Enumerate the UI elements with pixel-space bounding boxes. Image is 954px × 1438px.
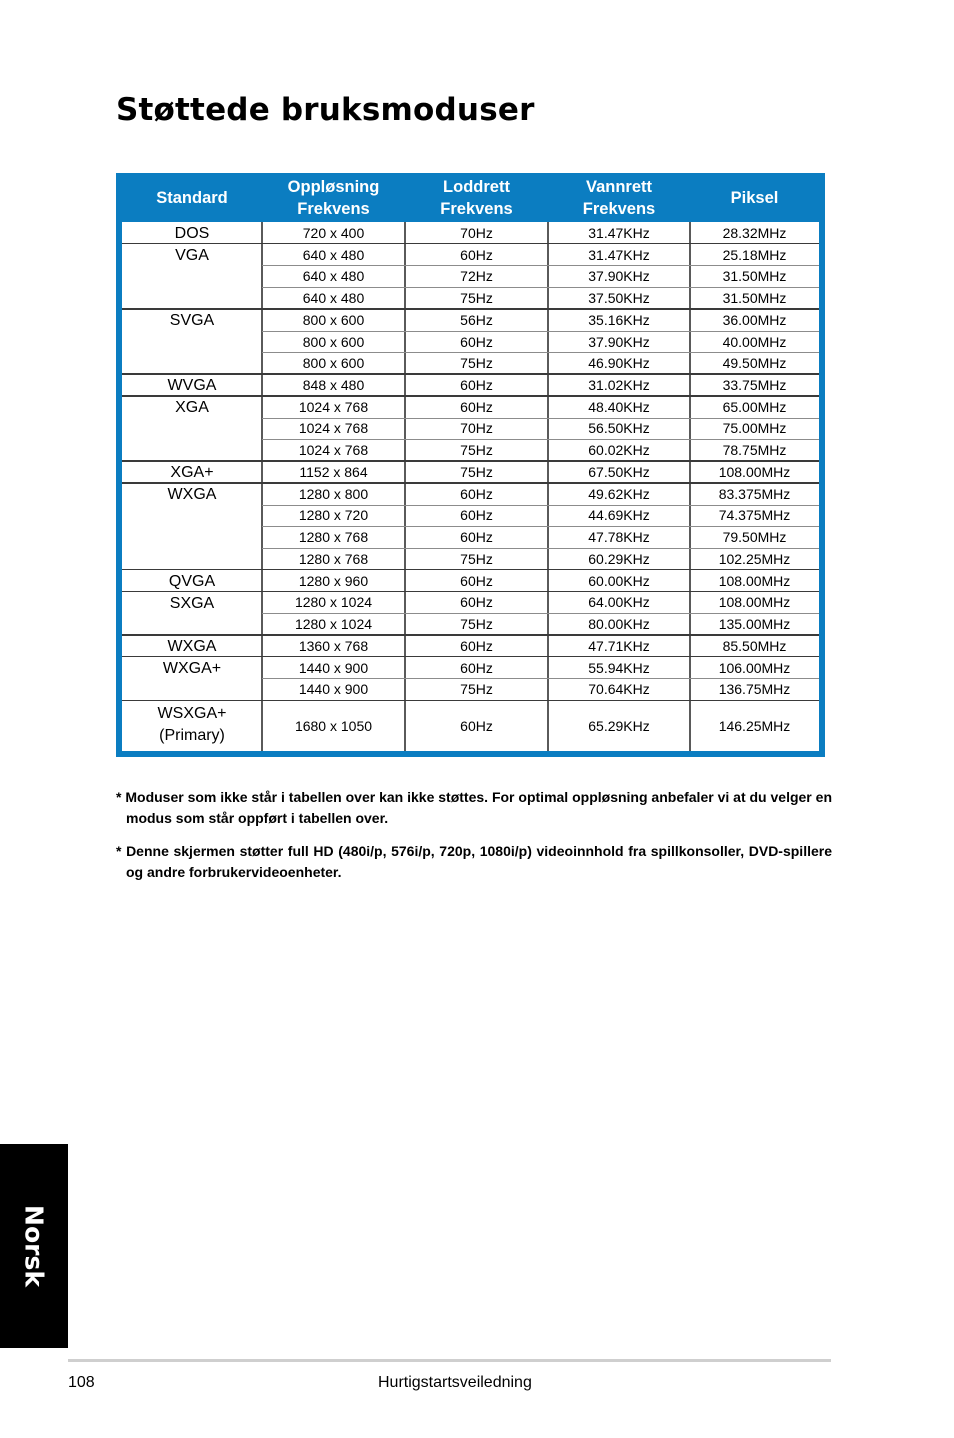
row-divider (262, 505, 819, 506)
group-divider (122, 700, 819, 701)
group-divider (122, 373, 819, 374)
table-cell: 36.00MHz (722, 311, 787, 328)
table-cell: 640 x 480 (302, 290, 365, 307)
table-cell: 1024 x 768 (298, 398, 369, 415)
table-cell: 60Hz (460, 507, 493, 524)
standard-label: WVGA (167, 377, 217, 395)
table-cell: 800 x 600 (302, 333, 365, 350)
table-cell: 75Hz (460, 463, 493, 480)
column-header (122, 173, 262, 223)
table-cell: 25.18MHz (722, 246, 787, 263)
table-cell: 65.29KHz (588, 717, 650, 734)
standard-label: XGA (175, 398, 209, 416)
table-cell: 33.75MHz (722, 377, 787, 394)
table-cell: 70.64KHz (588, 681, 650, 698)
column-header-line: Vannrett (585, 178, 653, 196)
table-cell: 135.00MHz (718, 616, 791, 633)
column-header-line: Loddrett (443, 178, 510, 196)
table-cell: 108.00MHz (718, 463, 791, 480)
column-header (405, 173, 548, 223)
table-cell: 1280 x 768 (298, 529, 369, 546)
table-cell: 31.47KHz (588, 246, 650, 263)
table-cell: 1280 x 800 (298, 485, 369, 502)
table-cell: 1360 x 768 (298, 637, 369, 654)
standard-label: WXGA (167, 638, 217, 655)
group-divider (122, 656, 819, 657)
standard-label: WXGA (167, 485, 217, 503)
table-cell: 75Hz (460, 681, 493, 698)
table-cell: 31.50MHz (722, 268, 787, 285)
table-cell: 56.50KHz (588, 420, 650, 437)
table-cell: 74.375MHz (718, 507, 791, 524)
standard-label: WSXGA+ (157, 705, 227, 723)
table-cell: 31.47KHz (588, 224, 650, 241)
table-cell: 65.00MHz (722, 398, 787, 415)
table-cell: 70Hz (460, 420, 493, 437)
table-cell: 800 x 600 (302, 355, 365, 372)
standard-label: QVGA (168, 572, 216, 590)
modes-table (116, 173, 825, 757)
table-cell: 1440 x 900 (298, 681, 369, 698)
table-cell: 55.94KHz (588, 659, 650, 676)
table-cell: 60.29KHz (588, 550, 650, 567)
row-divider (262, 265, 819, 266)
table-cell: 1152 x 864 (299, 463, 368, 480)
table-cell: 60Hz (460, 717, 493, 734)
column-header-line: Oppløsning (287, 178, 380, 196)
table-cell: 108.00MHz (718, 572, 791, 589)
standard-cell (122, 222, 262, 244)
row-divider (262, 439, 819, 440)
column-divider (547, 222, 548, 751)
table-cell: 75Hz (460, 442, 493, 459)
row-divider (262, 548, 819, 549)
group-divider (122, 460, 819, 461)
standard-cell (122, 700, 262, 751)
page-number: 108 (68, 1374, 95, 1391)
group-divider (122, 569, 819, 570)
table-header (116, 173, 825, 223)
column-header-line: Frekvens (297, 200, 370, 218)
table-cell: 70Hz (460, 224, 493, 241)
standard-label: DOS (174, 225, 210, 242)
standard-label: XGA+ (170, 464, 214, 482)
table-cell: 31.50MHz (722, 290, 787, 307)
language-tab (0, 1144, 68, 1348)
table-cell: 37.90KHz (588, 333, 650, 350)
table-cell: 47.71KHz (588, 637, 650, 654)
table-cell: 75Hz (460, 616, 493, 633)
table-cell: 64.00KHz (588, 594, 650, 611)
row-divider (262, 678, 819, 679)
table-cell: 31.02KHz (588, 377, 650, 394)
standard-label-line2: (Primary) (159, 727, 225, 745)
group-divider (122, 482, 819, 483)
table-cell: 60Hz (460, 246, 493, 263)
standard-cell (122, 592, 262, 635)
table-cell: 78.75MHz (722, 442, 787, 459)
group-divider (122, 243, 819, 244)
table-cell: 1680 x 1050 (294, 717, 373, 734)
table-cell: 720 x 400 (302, 224, 365, 241)
table-cell: 49.62KHz (588, 485, 650, 502)
table-cell: 72Hz (460, 268, 493, 285)
column-divider (261, 222, 262, 751)
table-cell: 1280 x 768 (298, 550, 369, 567)
table-cell: 136.75MHz (718, 681, 791, 698)
standard-cell (122, 570, 262, 592)
table-cell: 106.00MHz (718, 659, 791, 676)
table-cell: 37.50KHz (588, 290, 650, 307)
table-cell: 47.78KHz (588, 529, 650, 546)
column-header-line: Frekvens (440, 200, 513, 218)
table-cell: 60Hz (460, 572, 493, 589)
table-cell: 1280 x 1024 (294, 594, 373, 611)
table-cell: 60Hz (460, 333, 493, 350)
table-cell: 60Hz (460, 637, 493, 654)
column-divider (404, 222, 405, 751)
column-header (690, 173, 819, 223)
table-cell: 75Hz (460, 355, 493, 372)
table-cell: 640 x 480 (302, 268, 365, 285)
table-cell: 1280 x 720 (298, 507, 369, 524)
table-cell: 75Hz (460, 290, 493, 307)
column-header-line: Piksel (730, 189, 779, 207)
table-cell: 60.02KHz (588, 442, 650, 459)
table-cell: 60Hz (460, 594, 493, 611)
table-cell: 28.32MHz (722, 224, 787, 241)
table-cell: 75.00MHz (722, 420, 787, 437)
standard-cell (122, 396, 262, 461)
table-cell: 35.16KHz (588, 311, 650, 328)
table-cell: 60Hz (460, 377, 493, 394)
note-unsupported-modes: * Moduser som ikke står i tabellen over kan ikke støttes. For optimal oppløsning anbefaler vi at du velger en modus som står oppført i tabellen over. (116, 789, 832, 826)
standard-cell (122, 374, 262, 396)
table-cell: 79.50MHz (722, 529, 787, 546)
group-divider (122, 591, 819, 592)
standard-cell (122, 635, 262, 657)
page-title: Støttede bruksmoduser (116, 92, 535, 128)
table-cell: 800 x 600 (302, 311, 365, 328)
column-divider (689, 222, 690, 751)
standard-cell (122, 309, 262, 374)
table-cell: 1280 x 960 (298, 572, 369, 589)
table-cell: 85.50MHz (722, 637, 787, 654)
standard-label: WXGA+ (162, 659, 222, 677)
table-cell: 40.00MHz (722, 333, 787, 350)
table-cell: 44.69KHz (588, 507, 650, 524)
column-header-line: Frekvens (582, 200, 656, 218)
row-divider (262, 287, 819, 288)
standard-cell (122, 461, 262, 483)
table-cell: 1024 x 768 (298, 420, 369, 437)
column-header-line: Standard (156, 189, 228, 207)
group-divider (122, 395, 819, 396)
standard-label: SVGA (169, 311, 215, 329)
table-cell: 80.00KHz (588, 616, 650, 633)
row-divider (262, 352, 819, 353)
standard-label: SXGA (169, 594, 215, 612)
table-cell: 60Hz (460, 485, 493, 502)
standard-cell (122, 483, 262, 570)
standard-cell (122, 657, 262, 700)
table-cell: 640 x 480 (302, 246, 365, 263)
footer-guide-title: Hurtigstartsveiledning (378, 1374, 532, 1391)
table-cell: 46.90KHz (588, 355, 650, 372)
table-cell: 146.25MHz (718, 717, 791, 734)
column-header (262, 173, 405, 223)
table-body (122, 222, 819, 751)
table-cell: 60Hz (460, 659, 493, 676)
table-cell: 83.375MHz (718, 485, 791, 502)
table-cell: 67.50KHz (588, 463, 650, 480)
standard-cell (122, 244, 262, 309)
language-tab-label: Norsk (19, 1205, 49, 1287)
table-cell: 1280 x 1024 (294, 616, 373, 633)
table-cell: 1024 x 768 (298, 442, 369, 459)
table-cell: 56Hz (460, 311, 493, 328)
group-divider (122, 634, 819, 635)
table-cell: 60Hz (460, 398, 493, 415)
row-divider (262, 331, 819, 332)
row-divider (262, 526, 819, 527)
table-cell: 48.40KHz (588, 398, 650, 415)
column-header (548, 173, 690, 223)
note-full-hd: * Denne skjermen støtter full HD (480i/p, 576i/p, 720p, 1080i/p) videoinnhold fra spillkonsoller, DVD-spillere og andre forbrukervideoenheter. (116, 843, 832, 880)
table-cell: 60.00KHz (588, 572, 650, 589)
table-cell: 848 x 480 (302, 377, 365, 394)
table-cell: 49.50MHz (722, 355, 787, 372)
table-cell: 37.90KHz (588, 268, 650, 285)
table-cell: 75Hz (460, 550, 493, 567)
table-cell: 102.25MHz (718, 550, 791, 567)
standard-label: VGA (175, 246, 209, 264)
table-cell: 108.00MHz (718, 594, 791, 611)
row-divider (262, 613, 819, 614)
row-divider (262, 418, 819, 419)
table-cell: 60Hz (460, 529, 493, 546)
group-divider (122, 308, 819, 309)
footer-divider (68, 1359, 831, 1362)
table-cell: 1440 x 900 (298, 659, 369, 676)
